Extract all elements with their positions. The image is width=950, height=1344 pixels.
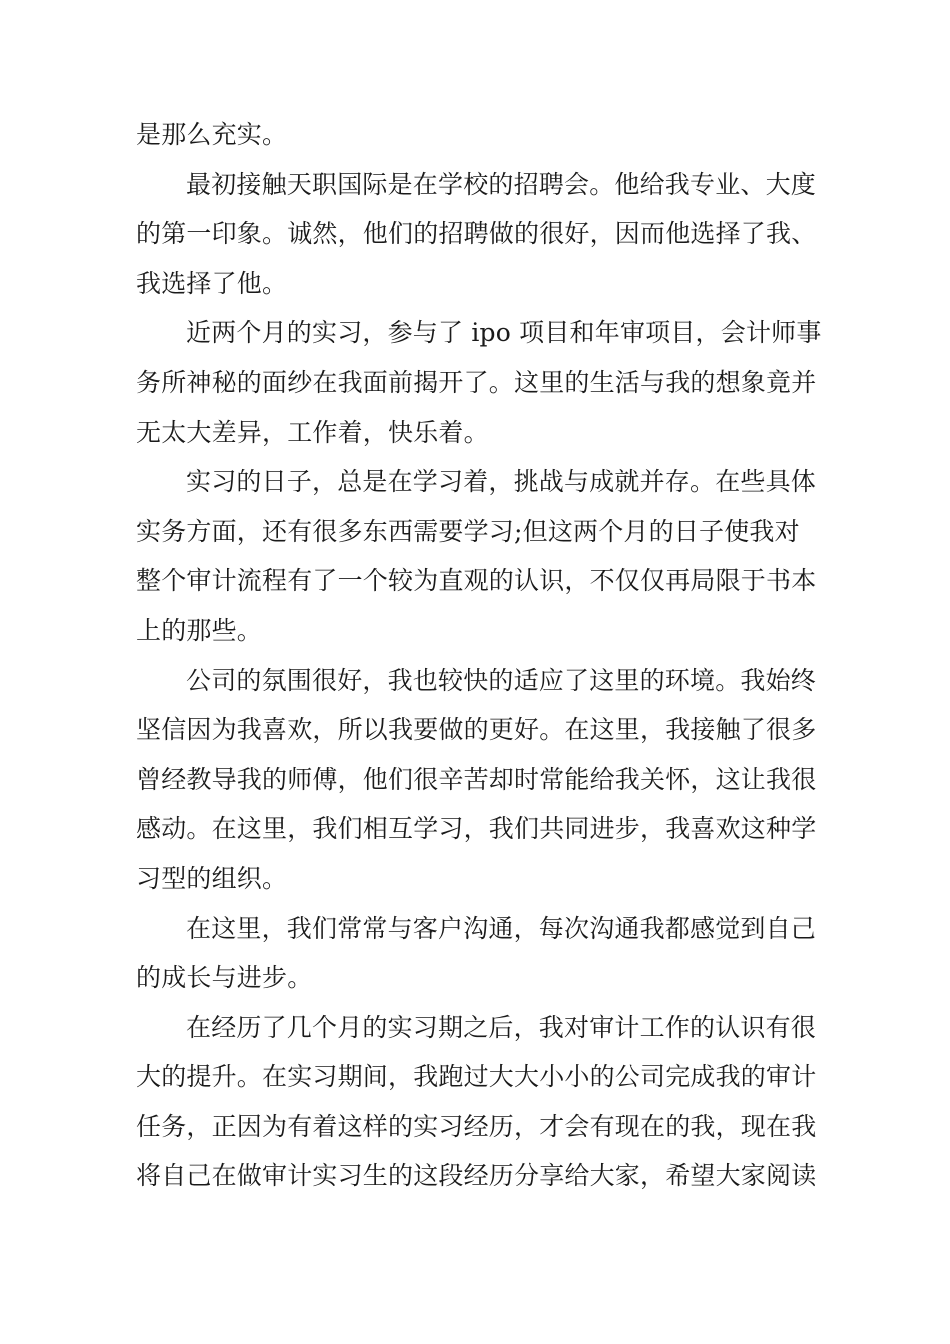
text-line: 最初接触天职国际是在学校的招聘会。他给我专业、大度 [186, 169, 817, 199]
text-line: 任务，正因为有着这样的实习经历，才会有现在的我，现在我 [136, 1111, 817, 1141]
text-line: 的第一印象。诚然，他们的招聘做的很好，因而他选择了我、 [136, 219, 817, 249]
text-line: 近两个月的实习，参与了 ipo 项目和年审项目，会计师事 [186, 318, 822, 348]
text-line: 上的那些。 [136, 615, 263, 645]
text-line: 的成长与进步。 [136, 963, 313, 993]
document-body [136, 110, 828, 1201]
text-line: 曾经教导我的师傅，他们很辛苦却时常能给我关怀，这让我很 [136, 764, 817, 794]
text-line: 是那么充实。 [136, 120, 288, 149]
text-line: 无太大差异，工作着，快乐着。 [136, 417, 489, 447]
text-line: 大的提升。在实习期间，我跑过大大小小的公司完成我的审计 [136, 1062, 817, 1092]
text-line: 坚信因为我喜欢，所以我要做的更好。在这里，我接触了很多 [136, 715, 817, 745]
text-line: 实务方面，还有很多东西需要学习;但这两个月的日子使我对 [136, 516, 800, 546]
text-line: 务所神秘的面纱在我面前揭开了。这里的生活与我的想象竟并 [136, 367, 817, 397]
text-line: 实习的日子，总是在学习着，挑战与成就并存。在些具体 [186, 467, 817, 497]
text-line: 在这里，我们常常与客户沟通，每次沟通我都感觉到自己 [186, 913, 817, 943]
text-line: 整个审计流程有了一个较为直观的认识，不仅仅再局限于书本 [136, 566, 817, 596]
text-line: 感动。在这里，我们相互学习，我们共同进步，我喜欢这种学 [136, 814, 817, 844]
text-line: 将自己在做审计实习生的这段经历分享给大家，希望大家阅读 [136, 1161, 817, 1191]
text-line: 在经历了几个月的实习期之后，我对审计工作的认识有很 [186, 1012, 817, 1042]
text-line: 我选择了他。 [136, 268, 288, 298]
text-line: 习型的组织。 [136, 863, 288, 893]
text-line: 公司的氛围很好，我也较快的适应了这里的环境。我始终 [186, 665, 817, 695]
